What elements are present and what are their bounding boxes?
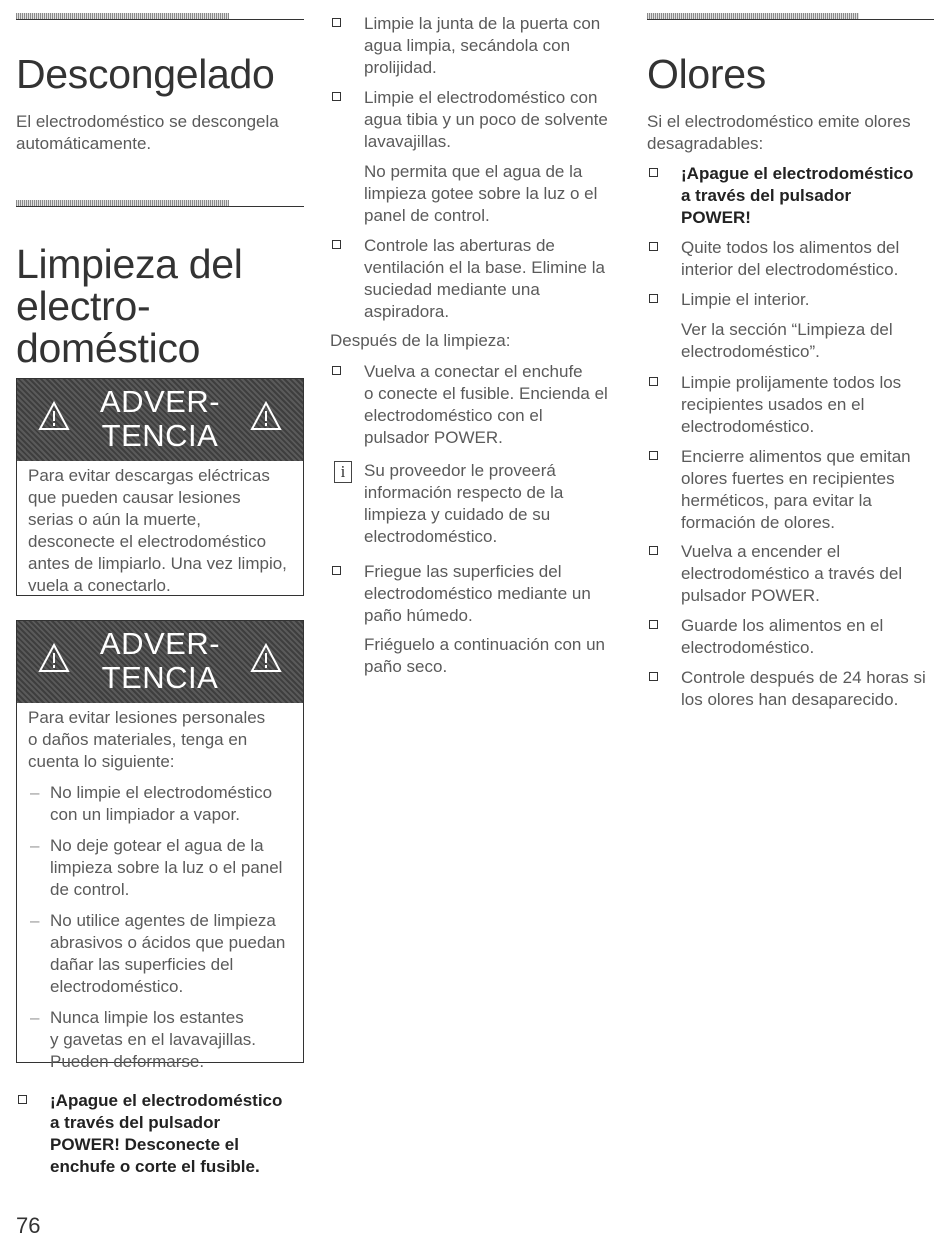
- checklist-item-power-off: ¡Apague el electrodoméstico a través del pulsador POWER!: [647, 163, 950, 229]
- section-divider: [647, 13, 934, 20]
- warning-header: [17, 621, 303, 703]
- warning-title: ADVER- TENCIA: [99, 384, 221, 453]
- descongelado-text: El electrodoméstico se descongela automáticamente.: [16, 112, 279, 153]
- warning-triangle-icon: [38, 401, 70, 431]
- checkbox-icon: [649, 242, 658, 251]
- checkbox-icon: [332, 240, 341, 249]
- checklist-item: Friegue las superficies del electrodoméstico mediante un paño húmedo.: [330, 561, 654, 627]
- section-divider: [16, 200, 304, 207]
- checkbox-icon: [332, 92, 341, 101]
- olores-intro: Si el electrodoméstico emite olores desagradables:: [647, 112, 911, 153]
- after-cleaning-heading: Después de la limpieza:: [330, 331, 511, 350]
- checkbox-icon: [18, 1095, 27, 1104]
- checklist-item: Guarde los alimentos en el electrodoméstico.: [647, 615, 950, 659]
- warning-box-damage: [16, 620, 304, 1071]
- checklist-item-power-off: ¡Apague el electrodoméstico a través del pulsador POWER! Desconecte el enchufe o corte el fusible.: [16, 1090, 338, 1178]
- checklist-item: Encierre alimentos que emitan olores fuertes en recipientes herméticos, para evitar la formación de olores.: [647, 446, 950, 534]
- checklist-item: Vuelva a conectar el enchufe o conecte el fusible. Encienda el electrodoméstico con el pulsador POWER.: [330, 361, 654, 449]
- warning-header: [17, 379, 303, 461]
- note-text: Ver la sección “Limpieza del electrodoméstico”.: [681, 320, 893, 361]
- checklist-item: Controle las aberturas de ventilación el la base. Elimine la suciedad mediante una aspiradora.: [330, 235, 654, 323]
- checkbox-icon: [649, 672, 658, 681]
- warning-box-electric: [16, 378, 304, 596]
- warning-intro: Para evitar lesiones personales o daños materiales, tenga en cuenta lo siguiente:: [28, 708, 266, 771]
- checklist-item: Limpie el interior.: [647, 289, 950, 311]
- info-note: i Su proveedor le proveerá información respecto de la limpieza y cuidado de su electrodoméstico.: [330, 460, 654, 548]
- warning-body: [17, 461, 303, 603]
- checkbox-icon: [332, 18, 341, 27]
- checkbox-icon: [649, 546, 658, 555]
- list-item: – No limpie el electrodoméstico con un limpiador a vapor.: [30, 783, 273, 824]
- warning-triangle-icon: [250, 643, 282, 673]
- section-divider: [16, 13, 304, 20]
- checkbox-icon: [332, 366, 341, 375]
- warning-triangle-icon: [250, 401, 282, 431]
- section-title-olores: Olores: [647, 51, 766, 97]
- list-item: – No deje gotear el agua de la limpieza sobre la luz o el panel de control.: [30, 836, 283, 899]
- list-item: – No utilice agentes de limpieza abrasivos o ácidos que puedan dañar las superficies del electrodoméstico.: [30, 911, 286, 996]
- checkbox-icon: [649, 451, 658, 460]
- section-title-descongelado: Descongelado: [16, 51, 275, 97]
- warning-list: [28, 782, 293, 1073]
- section-title-limpieza: Limpieza del electro- doméstico: [16, 241, 243, 371]
- note-text: No permita que el agua de la limpieza gotee sobre la luz o el panel de control.: [364, 162, 598, 225]
- warning-triangle-icon: [38, 643, 70, 673]
- page-number: 76: [16, 1213, 41, 1238]
- checklist-item: Quite todos los alimentos del interior del electrodoméstico.: [647, 237, 950, 281]
- list-item: – Nunca limpie los estantes y gavetas en el lavavajillas. Pueden deformarse.: [30, 1008, 257, 1071]
- checklist-item: Vuelva a encender el electrodoméstico a través del pulsador POWER.: [647, 541, 950, 607]
- checkbox-icon: [649, 620, 658, 629]
- warning-title: ADVER- TENCIA: [99, 626, 221, 695]
- note-text: Friéguelo a continuación con un paño seco.: [364, 635, 605, 676]
- warning-text: Para evitar descargas eléctricas que pueden causar lesiones serias o aún la muerte, desconecte el electrodoméstico antes de limpiarlo. Una vez limpio, vuela a conectarlo.: [28, 466, 287, 595]
- checklist-item: Limpie la junta de la puerta con agua limpia, secándola con prolijidad.: [330, 13, 654, 79]
- warning-body: [17, 703, 303, 1079]
- checkbox-icon: [332, 566, 341, 575]
- checkbox-icon: [649, 377, 658, 386]
- checklist-item: Limpie el electrodoméstico con agua tibia y un poco de solvente lavavajillas.: [330, 87, 654, 153]
- checkbox-icon: [649, 168, 658, 177]
- info-icon: i: [334, 461, 352, 483]
- checklist-item: Limpie prolijamente todos los recipientes usados en el electrodoméstico.: [647, 372, 950, 438]
- checklist-item: Controle después de 24 horas si los olores han desaparecido.: [647, 667, 950, 711]
- checkbox-icon: [649, 294, 658, 303]
